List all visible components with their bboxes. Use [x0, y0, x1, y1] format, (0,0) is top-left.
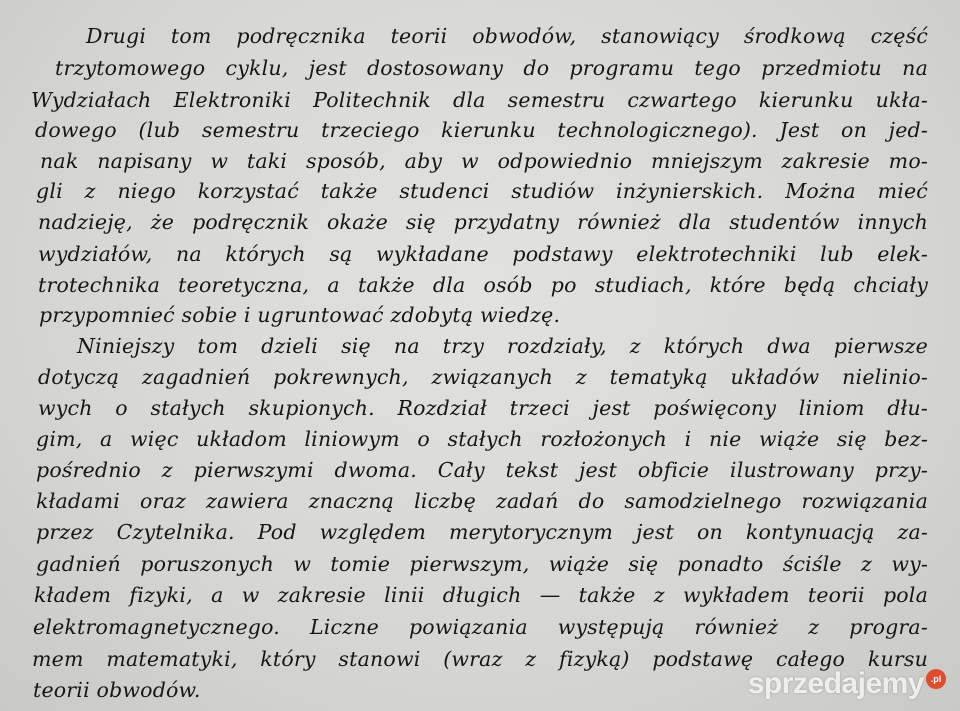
- text-line: przypomnieć sobie i ugruntować zdobytą wiedzę.: [39, 303, 561, 327]
- text-line: wych o stałych skupionych. Rozdział trzeci jest poświęcony liniom dłu-: [38, 396, 928, 420]
- text-line: teorii obwodów.: [33, 678, 201, 702]
- text-line: dowego (lub semestru trzeciego kierunku technologicznego). Jest on jed-: [35, 118, 928, 142]
- text-line: nadzieję, że podręcznik okaże się przydatny również dla studentów innych: [38, 210, 928, 234]
- text-line: mem matematyki, który stanowi (wraz z fizyką) podstawę całego kursu: [32, 647, 928, 671]
- text-line: dotyczą zagadnień pokrewnych, związanych z tematyką układów nielinio-: [38, 365, 928, 389]
- text-line: wydziałów, na których są wykładane podstawy elektrotechniki lub elek-: [38, 242, 928, 266]
- text-line: Niniejszy tom dzieli się na trzy rozdziały, z których dwa pierwsze: [77, 334, 928, 358]
- text-line: gli z niego korzystać także studenci studiów inżynierskich. Można mieć: [36, 179, 928, 203]
- text-line: kładami oraz zawiera znaczną liczbę zadań do samodzielnego rozwiązania: [36, 489, 928, 513]
- text-line: przez Czytelnika. Pod względem merytorycznym jest on kontynuacją za-: [36, 520, 928, 544]
- text-line: elektromagnetycznego. Liczne powiązania występują również z progra-: [33, 615, 928, 639]
- text-line: Wydziałach Elektroniki Politechnik dla semestru czwartego kierunku ukła-: [31, 88, 928, 112]
- text-line: nak napisany w taki sposób, aby w odpowiednio mniejszym zakresie mo-: [40, 149, 928, 173]
- text-line: trzytomowego cyklu, jest dostosowany do programu tego przedmiotu na: [55, 56, 928, 80]
- text-line: kładem fizyki, a w zakresie linii długich — także z wykładem teorii pola: [34, 583, 928, 607]
- sprzedajemy-watermark-logo: [748, 667, 946, 701]
- watermark-text: sprzedajemy: [747, 667, 924, 700]
- text-line: gadnień poruszonych w tomie pierwszym, wiąże się ponadto ściśle z wy-: [36, 552, 928, 576]
- text-line: Drugi tom podręcznika teorii obwodów, stanowiący środkową część: [86, 24, 928, 48]
- text-line: pośrednio z pierwszymi dwoma. Cały tekst jest obficie ilustrowany przy-: [36, 458, 928, 482]
- text-line: trotechnika teoretyczna, a także dla osób po studiach, które będą chciały: [38, 273, 928, 297]
- watermark-badge-icon: .pl: [926, 669, 946, 689]
- text-line: gim, a więc układom liniowym o stałych rozłożonych i nie wiąże się bez-: [36, 427, 928, 451]
